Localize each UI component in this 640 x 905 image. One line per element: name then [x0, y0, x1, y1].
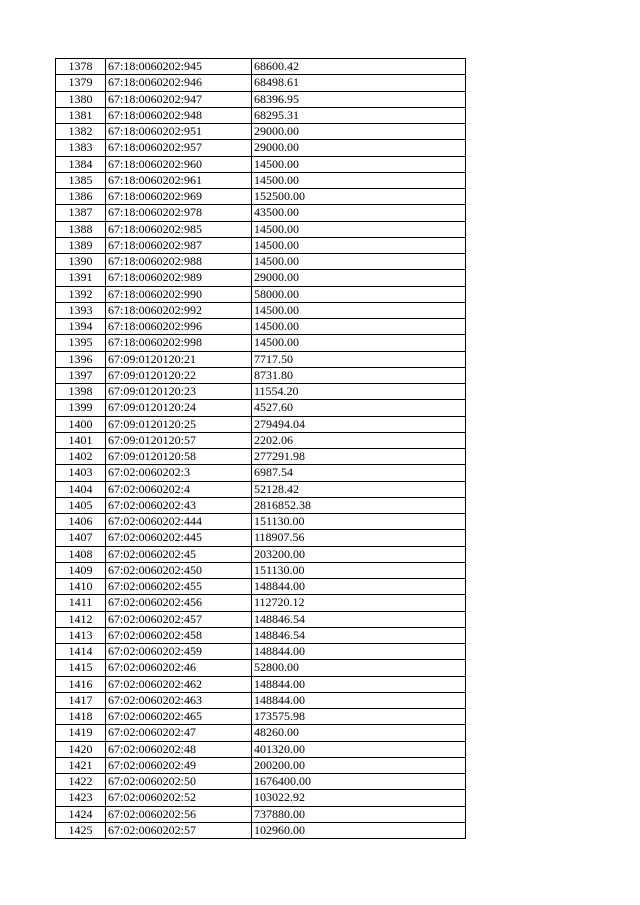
cadastral-number-cell: 67:18:0060202:961 — [106, 172, 252, 188]
value-cell: 14500.00 — [252, 221, 466, 237]
table-row — [56, 497, 466, 513]
row-number-cell: 1425 — [56, 822, 106, 838]
cadastral-number-cell: 67:02:0060202:456 — [106, 595, 252, 611]
value-cell: 401320.00 — [252, 741, 466, 757]
value-cell: 151130.00 — [252, 562, 466, 578]
value-cell: 14500.00 — [252, 319, 466, 335]
table-row — [56, 546, 466, 562]
table-row — [56, 400, 466, 416]
value-cell: 29000.00 — [252, 124, 466, 140]
cadastral-number-cell: 67:02:0060202:48 — [106, 741, 252, 757]
cadastral-number-cell: 67:09:0120120:25 — [106, 416, 252, 432]
row-number-cell: 1397 — [56, 367, 106, 383]
value-cell: 68498.61 — [252, 75, 466, 91]
cadastral-number-cell: 67:18:0060202:988 — [106, 254, 252, 270]
cadastral-number-cell: 67:02:0060202:458 — [106, 627, 252, 643]
table-row — [56, 205, 466, 221]
row-number-cell: 1417 — [56, 692, 106, 708]
cadastral-number-cell: 67:02:0060202:463 — [106, 692, 252, 708]
cadastral-number-cell: 67:02:0060202:57 — [106, 822, 252, 838]
row-number-cell: 1423 — [56, 790, 106, 806]
row-number-cell: 1411 — [56, 595, 106, 611]
value-cell: 6987.54 — [252, 465, 466, 481]
cadastral-number-cell: 67:02:0060202:445 — [106, 530, 252, 546]
cadastral-number-cell: 67:18:0060202:985 — [106, 221, 252, 237]
table-row — [56, 221, 466, 237]
cadastral-number-cell: 67:09:0120120:23 — [106, 384, 252, 400]
value-cell: 1676400.00 — [252, 774, 466, 790]
value-cell: 203200.00 — [252, 546, 466, 562]
value-cell: 14500.00 — [252, 237, 466, 253]
row-number-cell: 1409 — [56, 562, 106, 578]
value-cell: 148846.54 — [252, 627, 466, 643]
table-row — [56, 335, 466, 351]
row-number-cell: 1387 — [56, 205, 106, 221]
row-number-cell: 1413 — [56, 627, 106, 643]
row-number-cell: 1404 — [56, 481, 106, 497]
table-row — [56, 367, 466, 383]
row-number-cell: 1421 — [56, 757, 106, 773]
row-number-cell: 1391 — [56, 270, 106, 286]
value-cell: 52128.42 — [252, 481, 466, 497]
value-cell: 4527.60 — [252, 400, 466, 416]
value-cell: 52800.00 — [252, 660, 466, 676]
cadastral-number-cell: 67:18:0060202:946 — [106, 75, 252, 91]
table-row — [56, 692, 466, 708]
row-number-cell: 1388 — [56, 221, 106, 237]
value-cell: 200200.00 — [252, 757, 466, 773]
row-number-cell: 1408 — [56, 546, 106, 562]
cadastral-number-cell: 67:18:0060202:969 — [106, 189, 252, 205]
cadastral-number-cell: 67:02:0060202:46 — [106, 660, 252, 676]
table-row — [56, 75, 466, 91]
value-cell: 102960.00 — [252, 822, 466, 838]
cadastral-number-cell: 67:18:0060202:957 — [106, 140, 252, 156]
table-row — [56, 790, 466, 806]
cadastral-value-table — [55, 58, 466, 839]
cadastral-number-cell: 67:18:0060202:987 — [106, 237, 252, 253]
row-number-cell: 1384 — [56, 156, 106, 172]
cadastral-number-cell: 67:18:0060202:978 — [106, 205, 252, 221]
table-row — [56, 449, 466, 465]
row-number-cell: 1392 — [56, 286, 106, 302]
cadastral-number-cell: 67:18:0060202:960 — [106, 156, 252, 172]
cadastral-number-cell: 67:02:0060202:462 — [106, 676, 252, 692]
cadastral-number-cell: 67:02:0060202:43 — [106, 497, 252, 513]
cadastral-number-cell: 67:02:0060202:450 — [106, 562, 252, 578]
row-number-cell: 1400 — [56, 416, 106, 432]
value-cell: 279494.04 — [252, 416, 466, 432]
cadastral-number-cell: 67:18:0060202:951 — [106, 124, 252, 140]
value-cell: 14500.00 — [252, 302, 466, 318]
table-row — [56, 351, 466, 367]
table-row — [56, 270, 466, 286]
row-number-cell: 1405 — [56, 497, 106, 513]
row-number-cell: 1383 — [56, 140, 106, 156]
value-cell: 277291.98 — [252, 449, 466, 465]
cadastral-number-cell: 67:18:0060202:996 — [106, 319, 252, 335]
value-cell: 151130.00 — [252, 514, 466, 530]
row-number-cell: 1412 — [56, 611, 106, 627]
value-cell: 29000.00 — [252, 140, 466, 156]
value-cell: 68396.95 — [252, 91, 466, 107]
value-cell: 173575.98 — [252, 709, 466, 725]
value-cell: 103022.92 — [252, 790, 466, 806]
value-cell: 68600.42 — [252, 59, 466, 75]
table-row — [56, 59, 466, 75]
table-row — [56, 530, 466, 546]
cadastral-number-cell: 67:09:0120120:58 — [106, 449, 252, 465]
cadastral-number-cell: 67:02:0060202:50 — [106, 774, 252, 790]
value-cell: 2202.06 — [252, 432, 466, 448]
row-number-cell: 1401 — [56, 432, 106, 448]
cadastral-number-cell: 67:02:0060202:4 — [106, 481, 252, 497]
value-cell: 148844.00 — [252, 644, 466, 660]
value-cell: 8731.80 — [252, 367, 466, 383]
table-row — [56, 189, 466, 205]
row-number-cell: 1403 — [56, 465, 106, 481]
table-row — [56, 757, 466, 773]
row-number-cell: 1395 — [56, 335, 106, 351]
row-number-cell: 1420 — [56, 741, 106, 757]
row-number-cell: 1378 — [56, 59, 106, 75]
cadastral-number-cell: 67:02:0060202:56 — [106, 806, 252, 822]
cadastral-number-cell: 67:02:0060202:3 — [106, 465, 252, 481]
value-cell: 14500.00 — [252, 156, 466, 172]
table-row — [56, 156, 466, 172]
cadastral-number-cell: 67:09:0120120:24 — [106, 400, 252, 416]
value-cell: 48260.00 — [252, 725, 466, 741]
table-row — [56, 806, 466, 822]
table-row — [56, 319, 466, 335]
table-body — [56, 59, 466, 839]
row-number-cell: 1402 — [56, 449, 106, 465]
row-number-cell: 1380 — [56, 91, 106, 107]
value-cell: 29000.00 — [252, 270, 466, 286]
value-cell: 2816852.38 — [252, 497, 466, 513]
table-row — [56, 384, 466, 400]
table-row — [56, 822, 466, 838]
table-row — [56, 107, 466, 123]
row-number-cell: 1381 — [56, 107, 106, 123]
value-cell: 737880.00 — [252, 806, 466, 822]
table-row — [56, 302, 466, 318]
cadastral-number-cell: 67:18:0060202:992 — [106, 302, 252, 318]
cadastral-number-cell: 67:02:0060202:49 — [106, 757, 252, 773]
row-number-cell: 1418 — [56, 709, 106, 725]
table-row — [56, 432, 466, 448]
value-cell: 148844.00 — [252, 692, 466, 708]
table-row — [56, 465, 466, 481]
value-cell: 118907.56 — [252, 530, 466, 546]
row-number-cell: 1386 — [56, 189, 106, 205]
row-number-cell: 1406 — [56, 514, 106, 530]
row-number-cell: 1399 — [56, 400, 106, 416]
table-row — [56, 514, 466, 530]
cadastral-number-cell: 67:18:0060202:947 — [106, 91, 252, 107]
row-number-cell: 1379 — [56, 75, 106, 91]
row-number-cell: 1410 — [56, 579, 106, 595]
cadastral-number-cell: 67:18:0060202:945 — [106, 59, 252, 75]
table-row — [56, 237, 466, 253]
value-cell: 43500.00 — [252, 205, 466, 221]
row-number-cell: 1393 — [56, 302, 106, 318]
row-number-cell: 1385 — [56, 172, 106, 188]
table-row — [56, 595, 466, 611]
row-number-cell: 1416 — [56, 676, 106, 692]
table-row — [56, 611, 466, 627]
value-cell: 14500.00 — [252, 254, 466, 270]
value-cell: 7717.50 — [252, 351, 466, 367]
table-row — [56, 254, 466, 270]
cadastral-number-cell: 67:09:0120120:21 — [106, 351, 252, 367]
table-row — [56, 481, 466, 497]
cadastral-number-cell: 67:02:0060202:457 — [106, 611, 252, 627]
value-cell: 148844.00 — [252, 676, 466, 692]
cadastral-number-cell: 67:02:0060202:459 — [106, 644, 252, 660]
row-number-cell: 1424 — [56, 806, 106, 822]
cadastral-number-cell: 67:02:0060202:455 — [106, 579, 252, 595]
value-cell: 14500.00 — [252, 335, 466, 351]
table-row — [56, 579, 466, 595]
cadastral-number-cell: 67:18:0060202:990 — [106, 286, 252, 302]
cadastral-number-cell: 67:02:0060202:465 — [106, 709, 252, 725]
table-row — [56, 627, 466, 643]
cadastral-number-cell: 67:09:0120120:57 — [106, 432, 252, 448]
value-cell: 58000.00 — [252, 286, 466, 302]
table-row — [56, 286, 466, 302]
row-number-cell: 1382 — [56, 124, 106, 140]
table-row — [56, 725, 466, 741]
row-number-cell: 1415 — [56, 660, 106, 676]
table-row — [56, 644, 466, 660]
row-number-cell: 1394 — [56, 319, 106, 335]
value-cell: 152500.00 — [252, 189, 466, 205]
cadastral-number-cell: 67:18:0060202:948 — [106, 107, 252, 123]
row-number-cell: 1398 — [56, 384, 106, 400]
cadastral-number-cell: 67:02:0060202:444 — [106, 514, 252, 530]
table-row — [56, 91, 466, 107]
row-number-cell: 1407 — [56, 530, 106, 546]
cadastral-number-cell: 67:09:0120120:22 — [106, 367, 252, 383]
table-row — [56, 774, 466, 790]
table-row — [56, 676, 466, 692]
row-number-cell: 1414 — [56, 644, 106, 660]
row-number-cell: 1389 — [56, 237, 106, 253]
cadastral-number-cell: 67:02:0060202:45 — [106, 546, 252, 562]
value-cell: 148846.54 — [252, 611, 466, 627]
table-row — [56, 416, 466, 432]
value-cell: 68295.31 — [252, 107, 466, 123]
table-row — [56, 124, 466, 140]
value-cell: 112720.12 — [252, 595, 466, 611]
cadastral-number-cell: 67:02:0060202:47 — [106, 725, 252, 741]
cadastral-number-cell: 67:18:0060202:989 — [106, 270, 252, 286]
table-row — [56, 140, 466, 156]
table-row — [56, 709, 466, 725]
table-row — [56, 172, 466, 188]
table-row — [56, 660, 466, 676]
value-cell: 148844.00 — [252, 579, 466, 595]
row-number-cell: 1396 — [56, 351, 106, 367]
table-row — [56, 741, 466, 757]
cadastral-number-cell: 67:18:0060202:998 — [106, 335, 252, 351]
row-number-cell: 1422 — [56, 774, 106, 790]
table-row — [56, 562, 466, 578]
row-number-cell: 1390 — [56, 254, 106, 270]
value-cell: 11554.20 — [252, 384, 466, 400]
cadastral-number-cell: 67:02:0060202:52 — [106, 790, 252, 806]
value-cell: 14500.00 — [252, 172, 466, 188]
row-number-cell: 1419 — [56, 725, 106, 741]
